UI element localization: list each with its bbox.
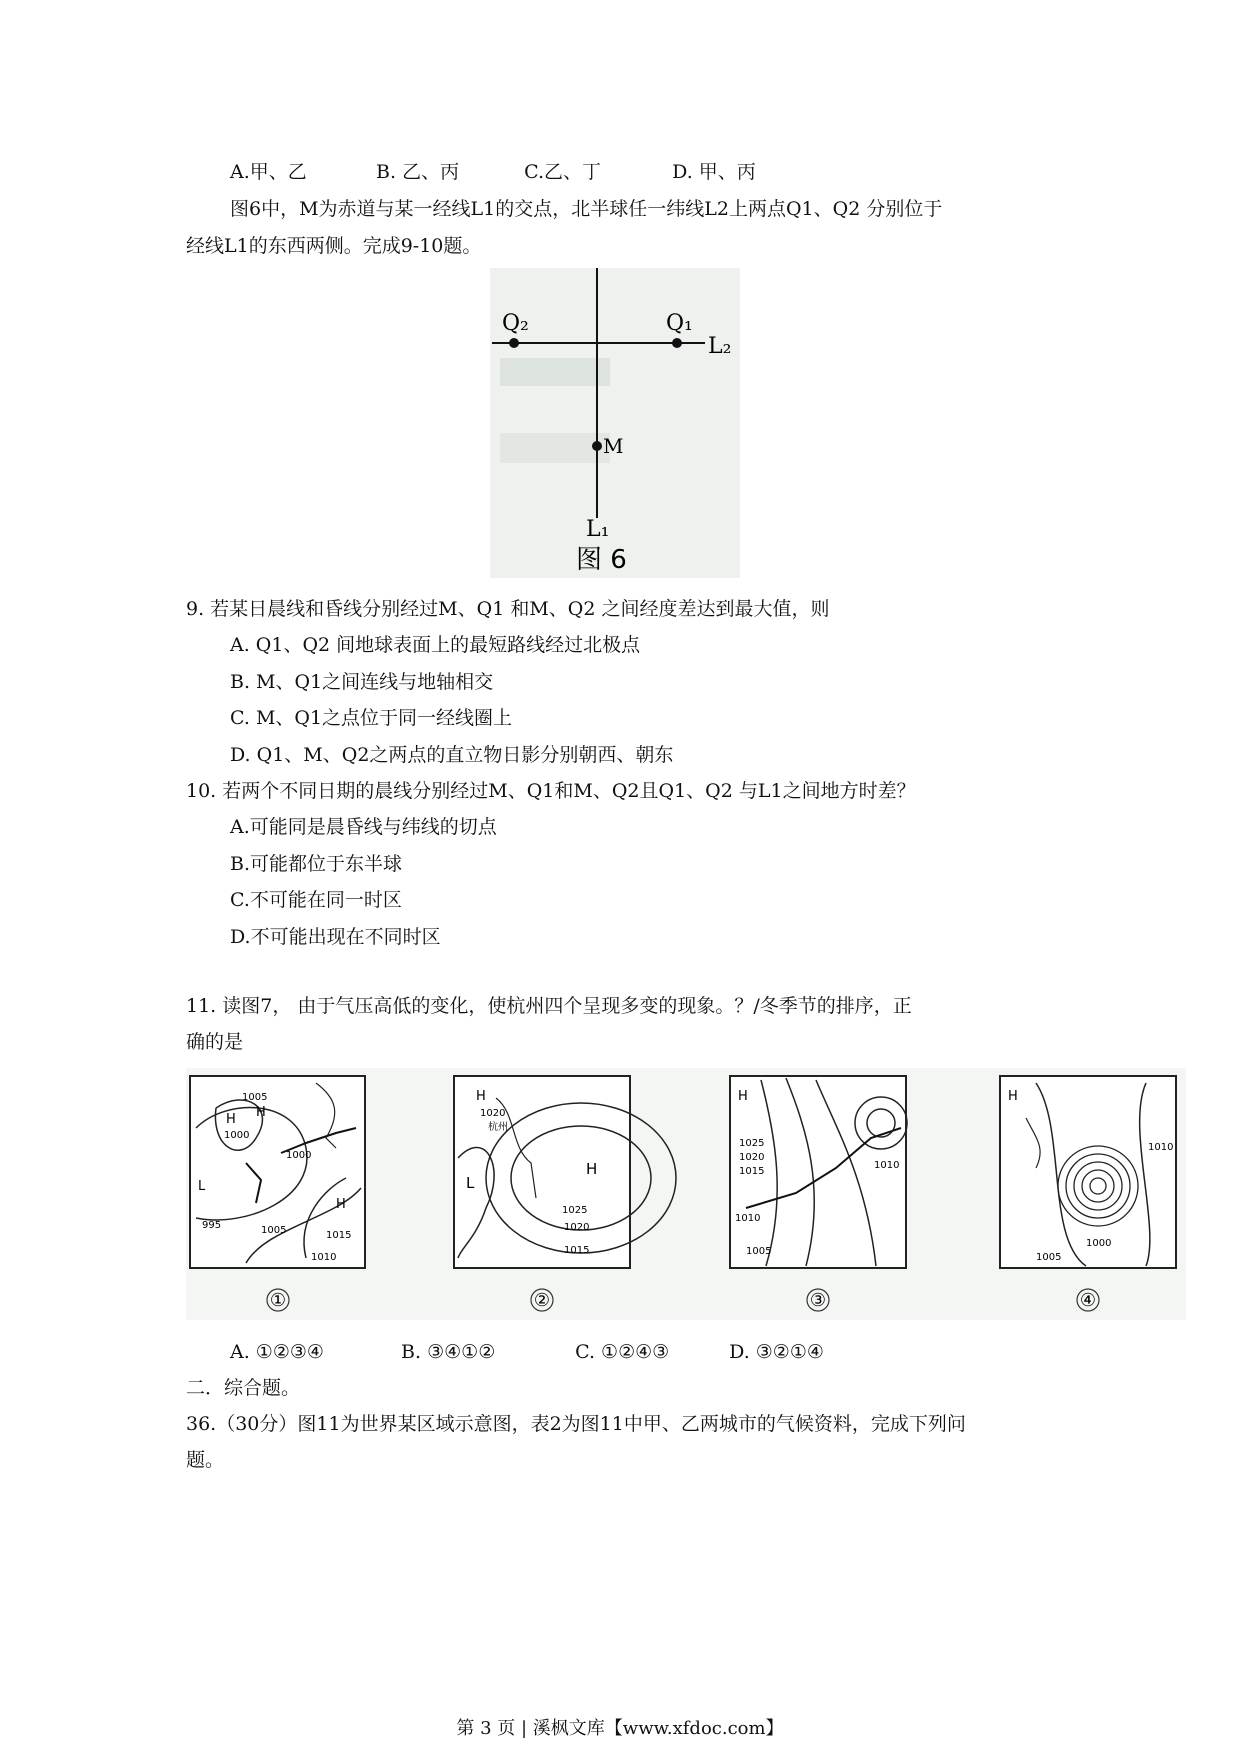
label-m: M xyxy=(603,434,624,458)
map-label: 1020 xyxy=(739,1152,765,1163)
figure-6 xyxy=(490,268,740,578)
map-label: H xyxy=(738,1089,748,1104)
map-label: 1020 xyxy=(564,1222,590,1233)
label-q1: Q₁ xyxy=(666,311,693,336)
map-label: H xyxy=(1008,1089,1018,1104)
map-label: 995 xyxy=(202,1220,222,1231)
map-label: 1005 xyxy=(242,1092,268,1103)
q11-stem-line-1: 11. 读图7， 由于气压高低的变化，使杭州四个呈现多变的现象。？/冬季节的排序，正 xyxy=(186,995,912,1017)
q8-option-b: B. 乙、丙 xyxy=(376,161,460,183)
label-l2: L₂ xyxy=(708,334,732,359)
map-label: H xyxy=(336,1197,346,1212)
map-label: 杭州 xyxy=(488,1122,508,1133)
q36-line-2: 题。 xyxy=(186,1449,225,1471)
q9-option-c: C. M、Q1之点位于同一经线圈上 xyxy=(230,707,513,729)
map-label: H xyxy=(586,1160,598,1178)
q11-stem-line-2: 确的是 xyxy=(186,1031,244,1053)
intro-line-2: 经线L1的东西两侧。完成9-10题。 xyxy=(186,235,482,257)
map-label: 1005 xyxy=(261,1225,287,1236)
map-label: 1025 xyxy=(739,1138,765,1149)
q10-stem: 10. 若两个不同日期的晨线分别经过M、Q1和M、Q2且Q1、Q2 与L1之间地方时差？ xyxy=(186,780,916,802)
q10-option-c: C.不可能在同一时区 xyxy=(230,889,402,911)
q11-options xyxy=(230,1340,824,1364)
map-label: 1005 xyxy=(746,1246,772,1257)
q11-option-c: C. ①②④③ xyxy=(575,1341,670,1363)
map-label: H xyxy=(256,1105,266,1120)
map-label: 1000 xyxy=(224,1130,250,1141)
map-label: L xyxy=(198,1179,206,1194)
map-label: 1010 xyxy=(735,1213,761,1224)
figure-7 xyxy=(186,1068,1186,1320)
q36-line-1: 36.（30分）图11为世界某区域示意图，表2为图11中甲、乙两城市的气候资料，完成下列问 xyxy=(186,1413,966,1435)
map-label: 1000 xyxy=(1086,1238,1112,1249)
q8-option-c: C.乙、丁 xyxy=(524,161,601,183)
map-label: 1020 xyxy=(480,1108,506,1119)
q11-option-b: B. ③④①② xyxy=(401,1341,496,1363)
map-label: 1015 xyxy=(739,1166,765,1177)
page-footer: 第 3 页 | 溪枫文库【www.xfdoc.com】 xyxy=(456,1718,784,1739)
label-q2: Q₂ xyxy=(502,311,529,336)
map-label: 1010 xyxy=(311,1252,337,1263)
q10-option-d: D.不可能出现在不同时区 xyxy=(230,926,441,948)
q8-option-a: A.甲、乙 xyxy=(230,161,307,183)
map-label: 1010 xyxy=(1148,1142,1174,1153)
q10-option-b: B.可能都位于东半球 xyxy=(230,853,403,875)
q9-option-b: B. M、Q1之间连线与地轴相交 xyxy=(230,671,494,693)
map-label: H xyxy=(476,1089,486,1104)
map-label: 1000 xyxy=(286,1150,312,1161)
map-caption-1: ① xyxy=(269,1290,287,1311)
figure-7-maps xyxy=(186,1068,1186,1320)
q11-option-d: D. ③②①④ xyxy=(729,1341,824,1363)
map-label: 1005 xyxy=(1036,1252,1062,1263)
point-m xyxy=(592,441,602,451)
point-q2 xyxy=(509,338,519,348)
q9-stem: 9. 若某日晨线和昏线分别经过M、Q1 和M、Q2 之间经度差达到最大值，则 xyxy=(186,598,830,620)
map-label: 1010 xyxy=(874,1160,900,1171)
map-label: L xyxy=(466,1174,475,1192)
map-caption-2: ② xyxy=(533,1290,551,1311)
label-l1: L₁ xyxy=(586,517,610,542)
point-q1 xyxy=(672,338,682,348)
figure-6-caption: 图 6 xyxy=(576,545,627,575)
map-label: 1015 xyxy=(326,1230,352,1241)
q11-option-a: A. ①②③④ xyxy=(230,1341,324,1363)
section-2-heading: 二．综合题。 xyxy=(186,1377,301,1399)
map-caption-3: ③ xyxy=(809,1290,827,1311)
map-label: 1025 xyxy=(562,1205,588,1216)
q10-option-a: A.可能同是晨昏线与纬线的切点 xyxy=(230,816,497,838)
figure-6-watermark xyxy=(500,358,610,386)
q9-option-d: D. Q1、M、Q2之两点的直立物日影分别朝西、朝东 xyxy=(230,744,674,766)
map-label: 1015 xyxy=(564,1245,590,1256)
intro-line-1: 图6中，M为赤道与某一经线L1的交点，北半球任一纬线L2上两点Q1、Q2 分别位于 xyxy=(230,198,943,220)
q8-options xyxy=(230,160,756,184)
map-label: H xyxy=(226,1112,236,1127)
q9-option-a: A. Q1、Q2 间地球表面上的最短路线经过北极点 xyxy=(230,634,641,656)
map-caption-4: ④ xyxy=(1079,1290,1097,1311)
q8-option-d: D. 甲、丙 xyxy=(672,161,756,183)
figure-6-diagram xyxy=(490,268,740,578)
